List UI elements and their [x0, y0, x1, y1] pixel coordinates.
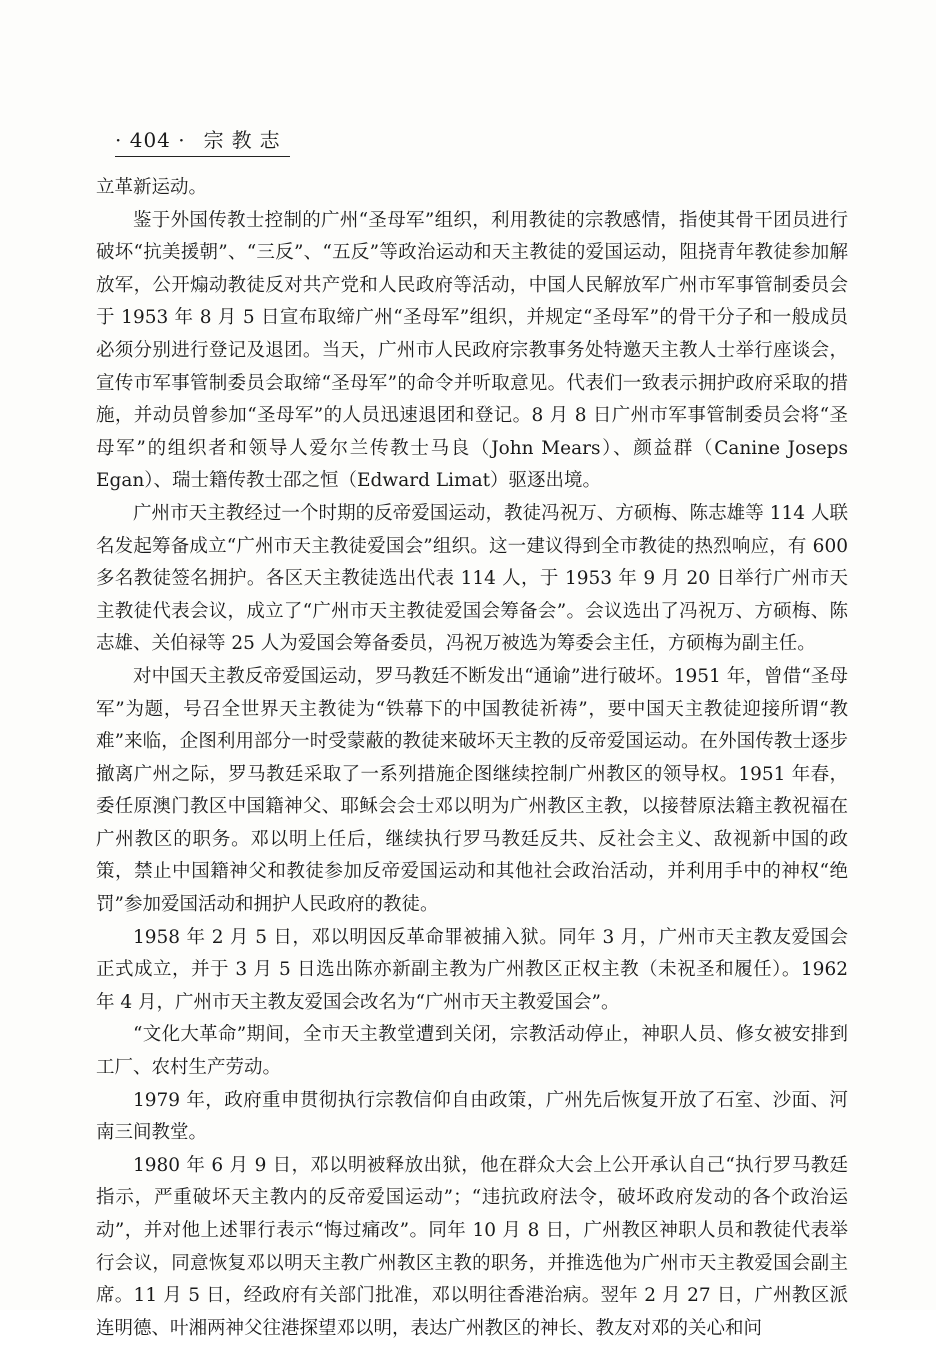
page-number: · 404 · [115, 128, 186, 152]
paragraph-continuation: 立革新运动。 [96, 177, 208, 198]
paragraph: 1958 年 2 月 5 日，邓以明因反革命罪被捕入狱。同年 3 月，广州市天主教友爱国会正式成立，并于 3 月 5 日选出陈亦新副主教为广州教区正权主教（未祝圣和履任）。1962 年 4 月，广州市天主教友爱国会改名为“广州市天主教爱国会”。 [96, 926, 848, 1013]
book-title: 宗教志 [203, 128, 288, 152]
paragraph: 鉴于外国传教士控制的广州“圣母军”组织，利用教徒的宗教感情，指使其骨干团员进行破坏“抗美援朝”、“三反”、“五反”等政治运动和天主教徒的爱国运动，阻挠青年教徒参加解放军，公开煽动教徒反对共产党和人民政府等活动，中国人民解放军广州市军事管制委员会于 1953 年 8 月 5 日宣布取缔广州“圣母军”组织，并规定“圣母军”的骨干分子和一般成员必须分别进行登记及退团。当天，广州市人民政府宗教事务处特邀天主教人士举行座谈会，宣传市军事管制委员会取缔“圣母军”的命令并听取意见。代表们一致表示拥护政府采取的措施，并动员曾参加“圣母军”的人员迅速退团和登记。8 月 8 日广州市军事管制委员会将“圣母军”的组织者和领导人爱尔兰传教士马良（John Mears）、颜益群（Canine Joseps Egan）、瑞士籍传教士邵之恒（Edward Limat）驱逐出境。 [96, 209, 848, 492]
paragraph: 1980 年 6 月 9 日，邓以明被释放出狱，他在群众大会上公开承认自己“执行罗马教廷指示，严重破坏天主教内的反帝爱国运动”；“违抗政府法令，破坏政府发动的各个政治运动”，并对他上述罪行表示“悔过痛改”。同年 10 月 8 日，广州教区神职人员和教徒代表举行会议，同意恢复邓以明天主教广州教区主教的职务，并推选他为广州市天主教爱国会副主席。11 月 5 日，经政府有关部门批准，邓以明往香港治病。翌年 2 月 27 日，广州教区派连明德、叶湘两神父往港探望邓以明，表达广州教区的神长、教友对邓的关心和问 [96, 1154, 848, 1339]
paragraph: “文化大革命”期间，全市天主教堂遭到关闭，宗教活动停止，神职人员、修女被安排到工厂、农村生产劳动。 [96, 1024, 848, 1079]
paragraph: 1979 年，政府重申贯彻执行宗教信仰自由政策，广州先后恢复开放了石室、沙面、河南三间教堂。 [96, 1089, 848, 1144]
body-text [96, 172, 848, 1345]
running-header [115, 126, 290, 157]
paragraph: 对中国天主教反帝爱国运动，罗马教廷不断发出“通谕”进行破坏。1951 年，曾借“圣母军”为题，号召全世界天主教徒为“铁幕下的中国教徒祈祷”，要中国天主教徒迎接所谓“教难”来临，企图利用部分一时受蒙蔽的教徒来破坏天主教的反帝爱国运动。在外国传教士逐步撤离广州之际，罗马教廷采取了一系列措施企图继续控制广州教区的领导权。1951 年春，委任原澳门教区中国籍神父、耶稣会会士邓以明为广州教区主教，以接替原法籍主教祝福在广州教区的职务。邓以明上任后，继续执行罗马教廷反共、反社会主义、敌视新中国的政策，禁止中国籍神父和教徒参加反帝爱国运动和其他社会政治活动，并利用手中的神权“绝罚”参加爱国活动和拥护人民政府的教徒。 [96, 665, 848, 916]
paragraph: 广州市天主教经过一个时期的反帝爱国运动，教徒冯祝万、方硕梅、陈志雄等 114 人联名发起筹备成立“广州市天主教徒爱国会”组织。这一建议得到全市教徒的热烈响应，有 600 多名教徒签名拥护。各区天主教徒选出代表 114 人，于 1953 年 9 月 20 日举行广州市天主教徒代表会议，成立了“广州市天主教徒爱国会筹备会”。会议选出了冯祝万、方硕梅、陈志雄、关伯禄等 25 人为爱国会筹备委员，冯祝万被选为筹委会主任，方硕梅为副主任。 [96, 502, 848, 655]
